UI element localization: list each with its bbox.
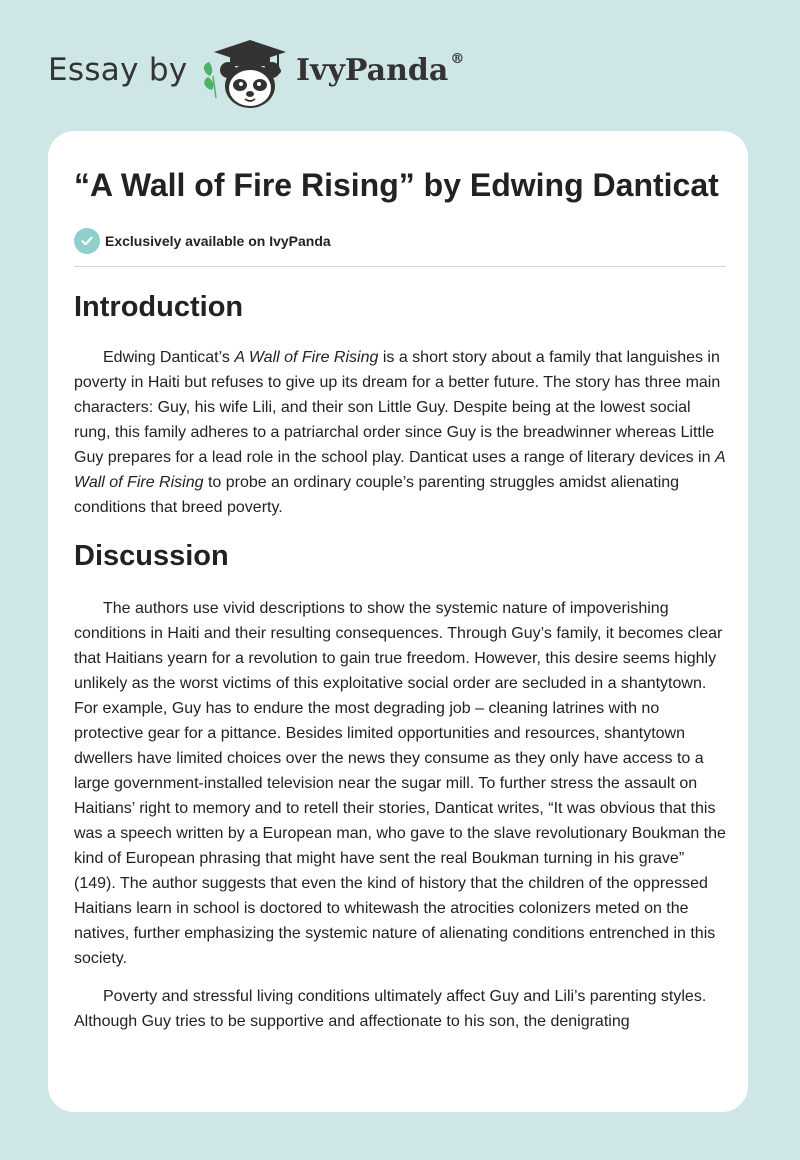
introduction-paragraph (74, 345, 726, 520)
paragraph-text: is a short story about a family that languishes in poverty in Haiti but refuses to give up its dream for a better future. The story has three main characters: Guy, his wife Lili, and their son Little Guy. Despite being at the lowest social rung, this family adheres to a patriarchal order since Guy is the breadwinner whereas Little Guy prepares for a lead role in the school play. Danticat uses a range of literary devices in (74, 349, 721, 466)
section-heading-discussion: Discussion (74, 540, 229, 572)
panda-logo-icon[interactable] (200, 36, 292, 110)
brand-name[interactable] (296, 53, 464, 88)
essay-card (48, 131, 748, 1112)
discussion-paragraph-1 (74, 596, 726, 971)
discussion-paragraph-2 (74, 984, 726, 1034)
paragraph-text: to probe an ordinary couple’s parenting struggles amidst alienating conditions that breed poverty. (74, 474, 680, 516)
brand-name-text: IvyPanda (296, 53, 449, 88)
paragraph-text: Poverty and stressful living conditions ultimately affect Guy and Lili’s parenting styles. Although Guy tries to be supportive and affectionate to his son, the denigrating (74, 988, 707, 1030)
exclusive-badge-text: Exclusively available on IvyPanda (105, 233, 331, 249)
essay-by-label: Essay by (48, 52, 188, 88)
italic-book-title: A Wall of Fire Rising (234, 349, 379, 366)
paragraph-text: The authors use vivid descriptions to show the systemic nature of impoverishing conditions in Haiti and their resulting consequences. Through Guy’s family, it becomes clear that Haitians yearn for a revolution to gain true freedom. However, this desire seems highly unlikely as the worst victims of this exploitative social order are secluded in a shantytown. For example, Guy has to endure the most degrading job – cleaning latrines with no protective gear for a pittance. Besides limited opportunities and resources, shantytown dwellers have limited choices over the news they consume as they only have access to a large government-installed television near the sugar mill. To further stress the assault on Haitians’ right to memory and to retell their stories, Danticat writes, “It was obvious that this was a speech written by a European man, who gave to the slave revolutionary Boukman the kind of European phrasing that might have sent the real Boukman turning in his grave” (149). The author suggests that even the kind of history that the children of the oppressed Haitians learn in school is doctored to whitewash the atrocities colonizers meted on the natives, further emphasizing the systemic nature of alienating conditions entrenched in this society. (74, 600, 726, 967)
site-header (0, 0, 800, 130)
paragraph-text: Edwing Danticat’s (103, 349, 235, 366)
essay-title: “A Wall of Fire Rising” by Edwing Danticat (74, 167, 719, 203)
essay-content (74, 164, 726, 1034)
registered-mark: ® (450, 51, 465, 67)
title-divider (74, 266, 726, 267)
exclusive-badge (74, 228, 726, 254)
italic-book-title: A Wall of Fire Rising (74, 449, 726, 491)
section-heading-introduction: Introduction (74, 291, 244, 323)
check-circle-icon (74, 228, 100, 254)
